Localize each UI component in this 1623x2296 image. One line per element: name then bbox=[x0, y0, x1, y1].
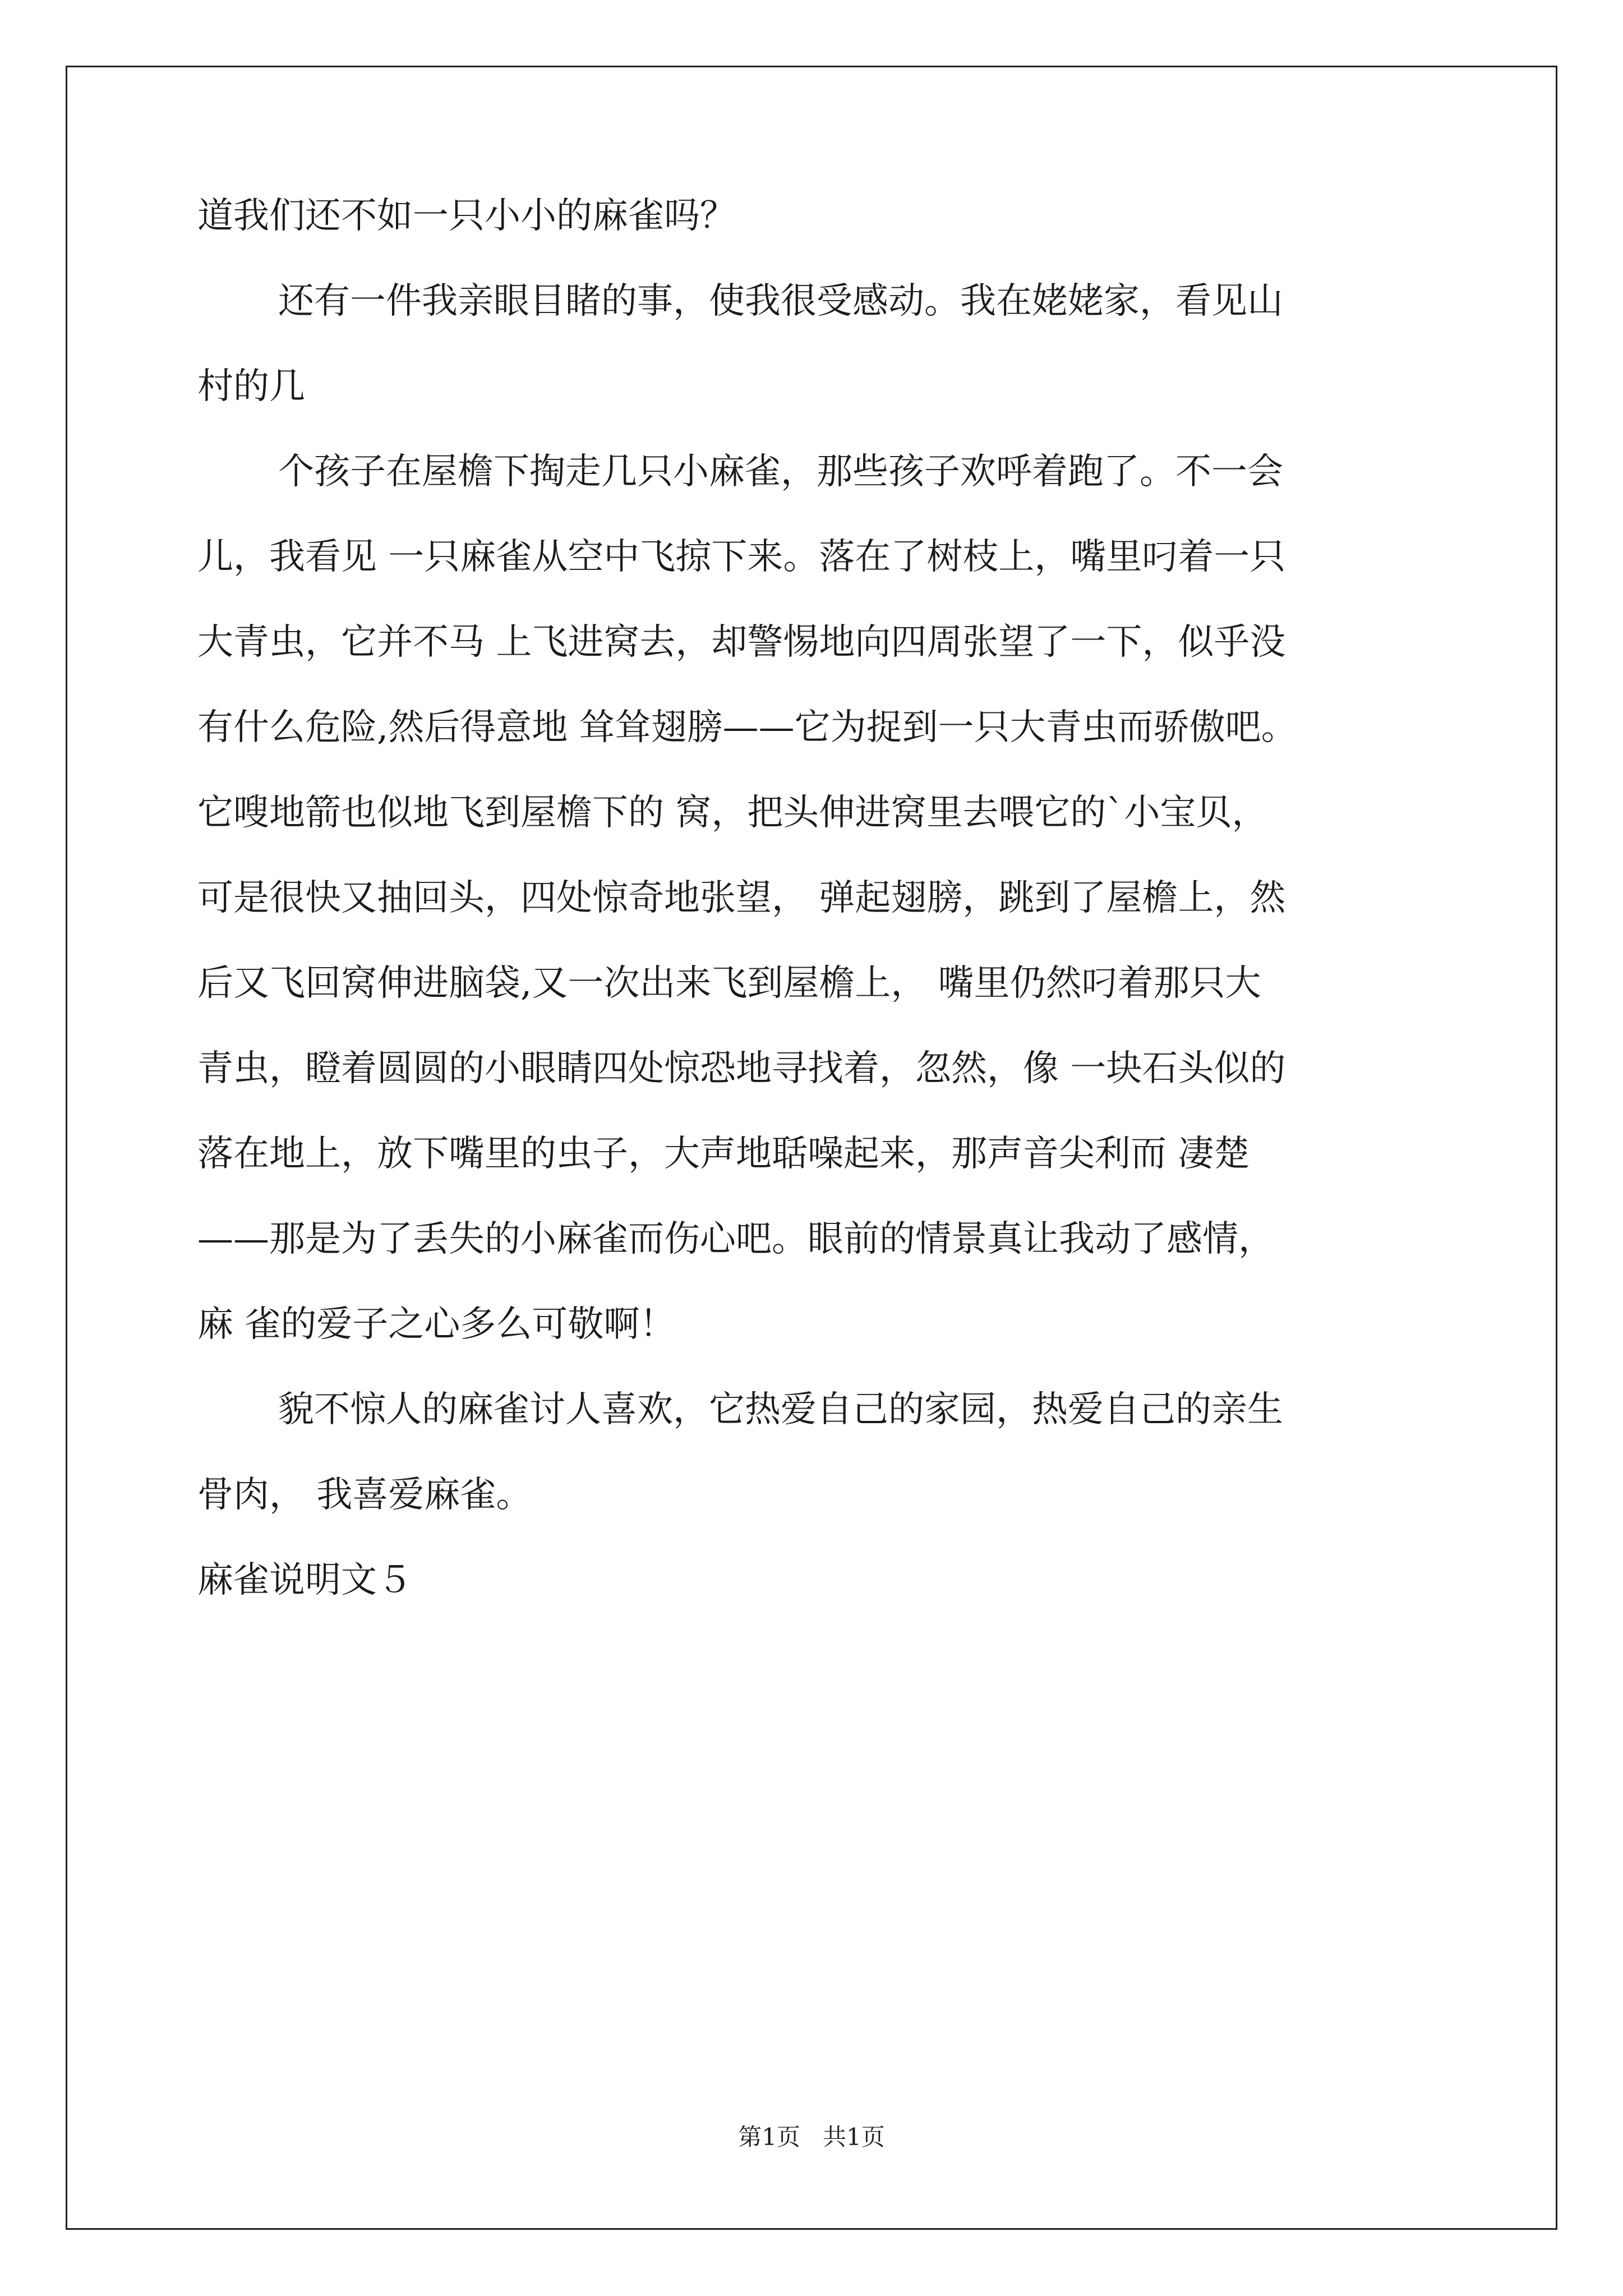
text-line: 它嗖地箭也似地飞到屋檐下的 窝，把头伸进窝里去喂它的`小宝贝， bbox=[197, 792, 1268, 834]
paragraph-first-line: 还有一件我亲眼目睹的事，使我很受感动。我在姥姥家，看见山 bbox=[278, 280, 1283, 322]
text-line: 青虫，瞪着圆圆的小眼睛四处惊恐地寻找着，忽然，像 一块石头似的 bbox=[197, 1048, 1286, 1089]
text-line: 麻 雀的爱子之心多么可敬啊！ bbox=[197, 1304, 676, 1345]
text-line: 可是很快又抽回头，四处惊奇地张望， 弹起翅膀，跳到了屋檐上，然 bbox=[197, 877, 1286, 919]
page-footer: 第1页 共1页 bbox=[738, 2123, 885, 2151]
section-heading: 麻雀说明文５ bbox=[197, 1559, 413, 1601]
paragraph-first-line: 个孩子在屋檐下掏走几只小麻雀，那些孩子欢呼着跑了。不一会 bbox=[278, 451, 1283, 493]
text-line: 有什么危险,然后得意地 耸耸翅膀——它为捉到一只大青虫而骄傲吧。 bbox=[197, 707, 1297, 748]
text-line: 骨肉， 我喜爱麻雀。 bbox=[197, 1474, 532, 1516]
text-line: ——那是为了丢失的小麻雀而伤心吧。眼前的情景真让我动了感情， bbox=[197, 1218, 1274, 1260]
text-line: 大青虫，它并不马 上飞进窝去，却警惕地向四周张望了一下，似乎没 bbox=[197, 622, 1286, 663]
text-line: 后又飞回窝伸进脑袋,又一次出来飞到屋檐上， 嘴里仍然叼着那只大 bbox=[197, 963, 1261, 1004]
text-line: 落在地上，放下嘴里的虫子，大声地聒噪起来，那声音尖利而 凄楚 bbox=[197, 1133, 1250, 1175]
text-line: 道我们还不如一只小小的麻雀吗？ bbox=[197, 195, 736, 237]
paragraph-first-line: 貌不惊人的麻雀讨人喜欢，它热爱自己的家园，热爱自己的亲生 bbox=[278, 1389, 1283, 1430]
text-line: 儿，我看见 一只麻雀从空中飞掠下来。落在了树枝上，嘴里叼着一只 bbox=[197, 536, 1286, 578]
text-line: 村的几 bbox=[197, 366, 305, 407]
